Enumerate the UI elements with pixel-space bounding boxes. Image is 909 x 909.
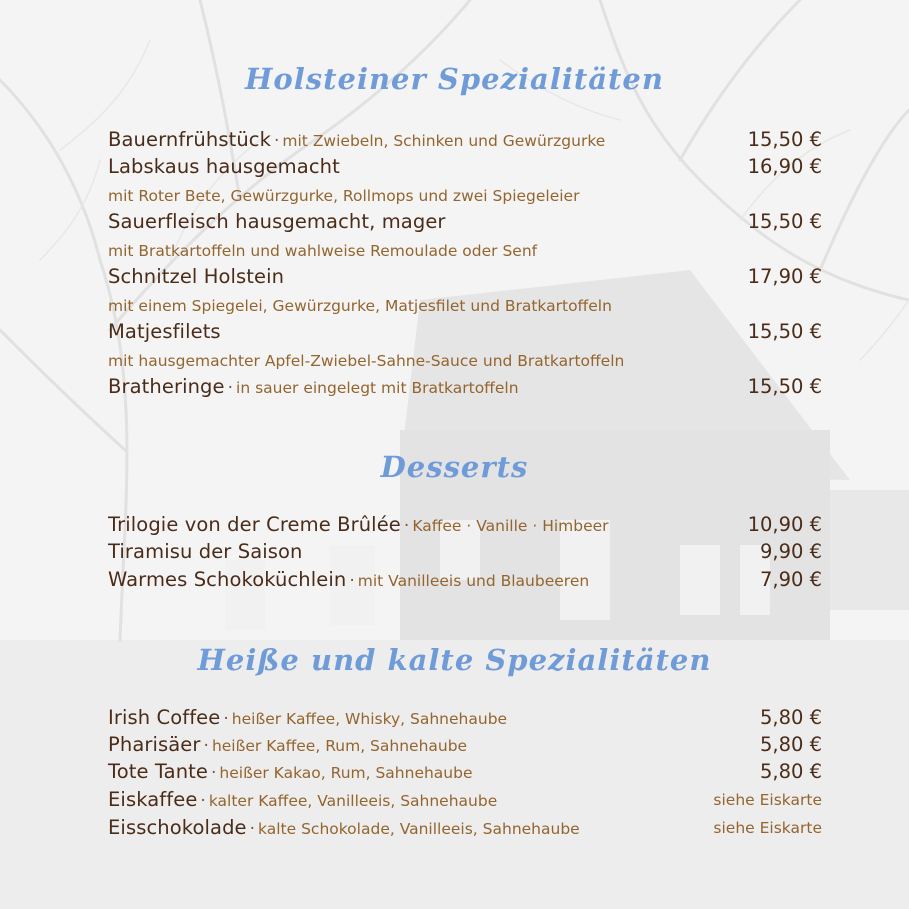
menu-item: [108, 318, 822, 346]
item-name: Schnitzel Holstein: [108, 265, 285, 288]
item-description-line: [108, 182, 822, 210]
item-price: siehe Eiskarte: [713, 791, 822, 809]
item-description-line: [108, 347, 822, 375]
item-price: 16,90 €: [747, 155, 822, 178]
item-name: Tote Tante: [108, 760, 209, 783]
item-separator: ·: [274, 131, 280, 151]
item-description: heißer Kakao, Rum, Sahnehaube: [219, 764, 473, 782]
item-description: heißer Kaffee, Rum, Sahnehaube: [211, 737, 468, 755]
item-name: Eisschokolade: [108, 816, 247, 839]
item-separator: ·: [249, 819, 256, 839]
section-title-holsteiner: Holsteiner Spezialitäten: [245, 62, 664, 96]
item-separator: ·: [211, 763, 217, 783]
item-price: 15,50 €: [747, 375, 822, 398]
item-price: 17,90 €: [747, 265, 822, 288]
menu-item: [108, 814, 822, 842]
item-separator: ·: [403, 516, 410, 536]
section-title-desserts: Desserts: [380, 450, 529, 484]
item-description: kalter Kaffee, Vanilleeis, Sahnehaube: [208, 792, 498, 810]
menu-item: [108, 758, 822, 786]
menu-item: [108, 373, 822, 401]
item-name: Matjesfilets: [108, 320, 221, 343]
menu-item: [108, 126, 822, 154]
item-description: mit einem Spiegelei, Gewürzgurke, Matjesfilet und Bratkartoffeln: [108, 297, 612, 315]
item-description: mit Vanilleeis und Blaubeeren: [357, 572, 590, 590]
item-name: Eiskaffee: [108, 788, 198, 811]
menu-item: [108, 208, 822, 236]
item-name: Trilogie von der Creme Brûlée: [108, 513, 401, 536]
item-name: Tiramisu der Saison: [108, 540, 303, 563]
item-name: Bauernfrühstück: [108, 128, 271, 151]
menu-item: [108, 731, 822, 759]
item-separator: ·: [223, 709, 229, 729]
item-description: mit Bratkartoffeln und wahlweise Remoulade oder Senf: [108, 242, 538, 260]
item-description: kalte Schokolade, Vanilleeis, Sahnehaube: [258, 820, 580, 838]
item-price: 5,80 €: [759, 733, 822, 756]
item-price: 15,50 €: [747, 128, 822, 151]
item-name: Sauerfleisch hausgemacht, mager: [108, 210, 446, 233]
menu-item: [108, 786, 822, 814]
item-separator: ·: [200, 791, 206, 811]
item-price: 5,80 €: [759, 706, 822, 729]
item-name: Pharisäer: [108, 733, 201, 756]
item-name: Labskaus hausgemacht: [108, 155, 340, 178]
item-price: 9,90 €: [759, 540, 822, 563]
item-price: 10,90 €: [747, 513, 822, 536]
item-description-line: [108, 237, 822, 265]
item-price: siehe Eiskarte: [713, 819, 822, 837]
menu-item: [108, 566, 822, 594]
item-description-line: [108, 292, 822, 320]
item-price: 15,50 €: [747, 210, 822, 233]
menu-item: [108, 511, 822, 539]
item-price: 7,90 €: [759, 568, 822, 591]
item-description: mit Zwiebeln, Schinken und Gewürzgurke: [282, 132, 606, 150]
item-description: heißer Kaffee, Whisky, Sahnehaube: [231, 710, 508, 728]
item-name: Irish Coffee: [108, 706, 221, 729]
item-price: 5,80 €: [759, 760, 822, 783]
menu-item: [108, 704, 822, 732]
item-separator: ·: [203, 736, 209, 756]
section-title-heisse-kalte: Heiße und kalte Spezialitäten: [197, 643, 712, 677]
item-separator: ·: [349, 571, 355, 591]
menu-item: [108, 263, 822, 291]
item-description: Kaffee · Vanille · Himbeer: [412, 517, 609, 535]
item-description: mit hausgemachter Apfel-Zwiebel-Sahne-Sauce und Bratkartoffeln: [108, 352, 625, 370]
item-name: Warmes Schokoküchlein: [108, 568, 347, 591]
menu-item: [108, 153, 822, 181]
menu-item: [108, 538, 822, 566]
item-description: in sauer eingelegt mit Bratkartoffeln: [236, 379, 519, 397]
item-name: Bratheringe: [108, 375, 225, 398]
item-separator: ·: [227, 378, 234, 398]
item-price: 15,50 €: [747, 320, 822, 343]
item-description: mit Roter Bete, Gewürzgurke, Rollmops und zwei Spiegeleier: [108, 187, 580, 205]
